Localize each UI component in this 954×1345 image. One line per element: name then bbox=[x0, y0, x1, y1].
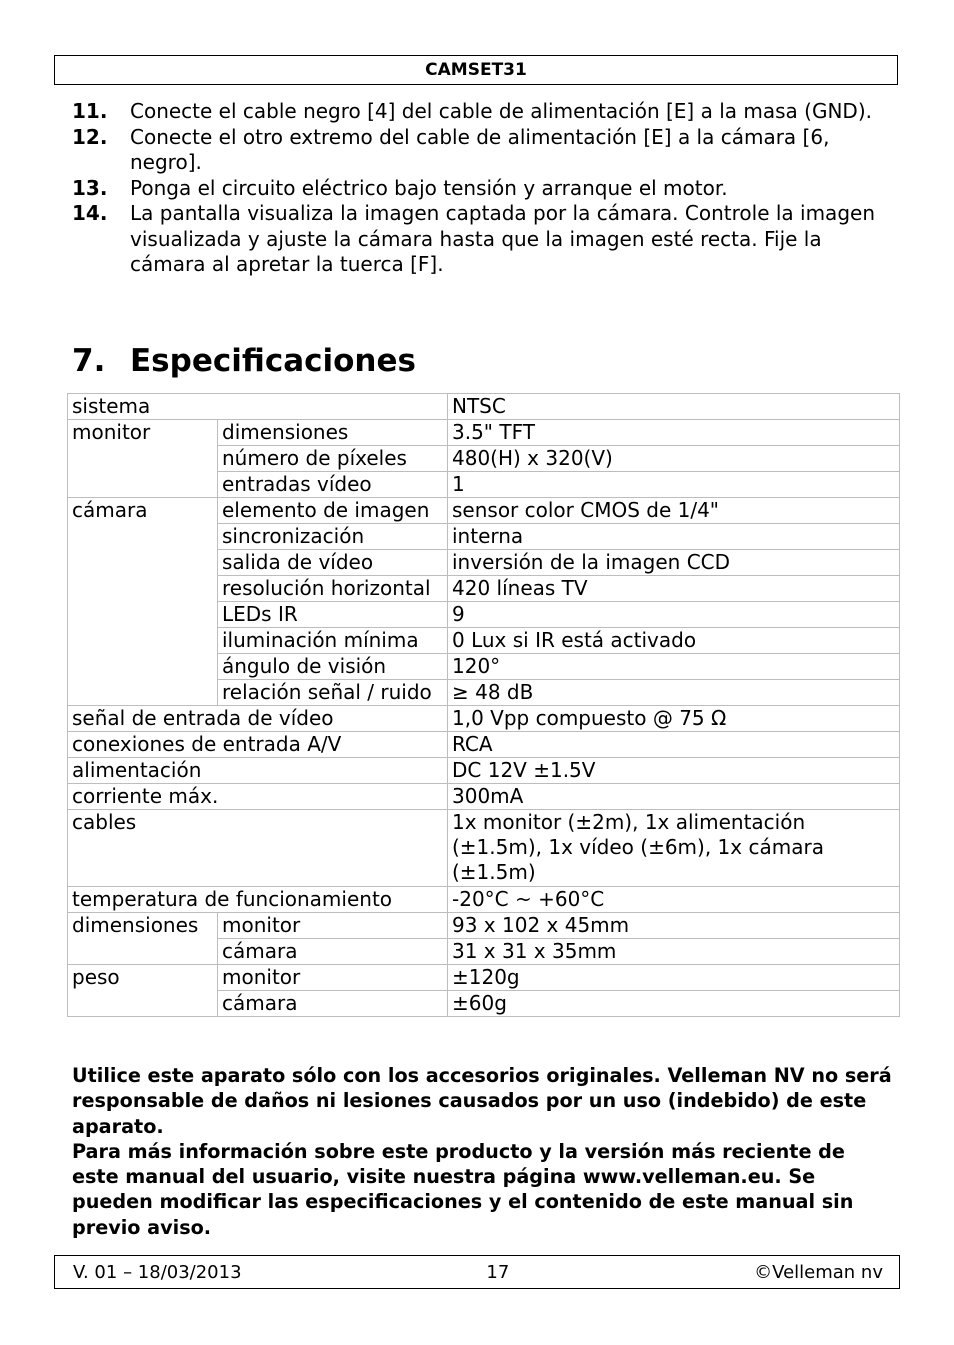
table-row bbox=[68, 706, 900, 732]
notice-paragraph-accessories: Utilice este aparato sólo con los accesorios originales. Velleman NV no será responsable de daños ni lesiones causados por un uso (indebido) de este aparato. bbox=[72, 1064, 892, 1138]
step-text: Ponga el circuito eléctrico bajo tensión y arranque el motor. bbox=[130, 175, 728, 200]
spec-value: 1,0 Vpp compuesto @ 75 Ω bbox=[448, 706, 900, 732]
spec-sublabel: entradas vídeo bbox=[218, 472, 448, 498]
spec-label: temperatura de funcionamiento bbox=[68, 887, 448, 913]
step-item bbox=[72, 176, 882, 202]
spec-label: sistema bbox=[68, 394, 448, 420]
spec-sublabel: relación señal / ruido bbox=[218, 680, 448, 706]
spec-sublabel: salida de vídeo bbox=[218, 550, 448, 576]
table-row bbox=[68, 498, 900, 524]
spec-value: 31 x 31 x 35mm bbox=[448, 939, 900, 965]
spec-label: señal de entrada de vídeo bbox=[68, 706, 448, 732]
section-heading bbox=[72, 343, 416, 379]
spec-group-label: monitor bbox=[68, 420, 218, 498]
document-footer bbox=[54, 1255, 900, 1289]
step-number: 13. bbox=[72, 175, 108, 200]
table-row bbox=[68, 420, 900, 446]
spec-value: 1 bbox=[448, 472, 900, 498]
spec-value: -20°C ~ +60°C bbox=[448, 887, 900, 913]
step-text: Conecte el otro extremo del cable de alimentación [E] a la cámara [6, negro]. bbox=[130, 124, 830, 174]
spec-sublabel: resolución horizontal bbox=[218, 576, 448, 602]
step-text: La pantalla visualiza la imagen captada por la cámara. Controle la imagen visualizada y ajuste la cámara hasta que la imagen esté recta. Fije la cámara al apretar la tuerca [F]. bbox=[130, 201, 875, 276]
spec-value: inversión de la imagen CCD bbox=[448, 550, 900, 576]
table-row bbox=[68, 887, 900, 913]
step-number: 14. bbox=[72, 201, 108, 225]
spec-value: 93 x 102 x 45mm bbox=[448, 913, 900, 939]
table-row bbox=[68, 394, 900, 420]
spec-sublabel: monitor bbox=[218, 965, 448, 991]
step-text: Conecte el cable negro [4] del cable de alimentación [E] a la masa (GND). bbox=[130, 99, 872, 123]
spec-value: ≥ 48 dB bbox=[448, 680, 900, 706]
spec-label: alimentación bbox=[68, 758, 448, 784]
spec-value: DC 12V ±1.5V bbox=[448, 758, 900, 784]
notice-block bbox=[72, 1063, 892, 1240]
spec-sublabel: iluminación mínima bbox=[218, 628, 448, 654]
table-row bbox=[68, 732, 900, 758]
spec-value: 480(H) x 320(V) bbox=[448, 446, 900, 472]
footer-copyright: ©Velleman nv bbox=[754, 1261, 883, 1283]
spec-value: interna bbox=[448, 524, 900, 550]
spec-label: cables bbox=[68, 810, 448, 887]
table-row bbox=[68, 965, 900, 991]
spec-sublabel: ángulo de visión bbox=[218, 654, 448, 680]
spec-sublabel: elemento de imagen bbox=[218, 498, 448, 524]
spec-value: 420 líneas TV bbox=[448, 576, 900, 602]
spec-sublabel: dimensiones bbox=[218, 420, 448, 446]
spec-value: 120° bbox=[448, 654, 900, 680]
document-title: CAMSET31 bbox=[425, 60, 527, 80]
footer-version: V. 01 – 18/03/2013 bbox=[73, 1261, 242, 1283]
spec-group-label: peso bbox=[68, 965, 218, 1017]
specifications-table bbox=[67, 393, 900, 1017]
spec-label: corriente máx. bbox=[68, 784, 448, 810]
table-row bbox=[68, 758, 900, 784]
step-item bbox=[72, 201, 882, 278]
section-number: 7. bbox=[72, 343, 106, 379]
spec-group-label: dimensiones bbox=[68, 913, 218, 965]
table-row bbox=[68, 810, 900, 887]
table-row bbox=[68, 913, 900, 939]
spec-sublabel: número de píxeles bbox=[218, 446, 448, 472]
step-item bbox=[72, 125, 882, 176]
notice-paragraph-info: Para más información sobre este producto y la versión más reciente de este manual del usuario, visite nuestra página www.velleman.eu. Se pueden modificar las especificaciones y el contenido de este manual sin previo aviso. bbox=[72, 1139, 854, 1239]
step-number: 11. bbox=[72, 99, 108, 123]
spec-value: 3.5" TFT bbox=[448, 420, 900, 446]
spec-value: 0 Lux si IR está activado bbox=[448, 628, 900, 654]
footer-page-number: 17 bbox=[486, 1261, 510, 1283]
spec-value: ±120g bbox=[448, 965, 900, 991]
section-title: Especificaciones bbox=[130, 343, 416, 379]
spec-value: sensor color CMOS de 1/4" bbox=[448, 498, 900, 524]
spec-value: NTSC bbox=[448, 394, 900, 420]
spec-sublabel: monitor bbox=[218, 913, 448, 939]
spec-value: ±60g bbox=[448, 991, 900, 1017]
spec-sublabel: LEDs IR bbox=[218, 602, 448, 628]
document-header bbox=[54, 55, 898, 85]
spec-sublabel: cámara bbox=[218, 939, 448, 965]
instruction-steps bbox=[72, 99, 882, 278]
table-row bbox=[68, 784, 900, 810]
spec-label: conexiones de entrada A/V bbox=[68, 732, 448, 758]
spec-value: 1x monitor (±2m), 1x alimentación (±1.5m), 1x vídeo (±6m), 1x cámara (±1.5m) bbox=[448, 810, 900, 887]
spec-group-label: cámara bbox=[68, 498, 218, 706]
spec-sublabel: cámara bbox=[218, 991, 448, 1017]
step-item bbox=[72, 99, 882, 125]
spec-value: RCA bbox=[448, 732, 900, 758]
spec-value: 9 bbox=[448, 602, 900, 628]
step-number: 12. bbox=[72, 124, 108, 149]
spec-sublabel: sincronización bbox=[218, 524, 448, 550]
spec-value: 300mA bbox=[448, 784, 900, 810]
